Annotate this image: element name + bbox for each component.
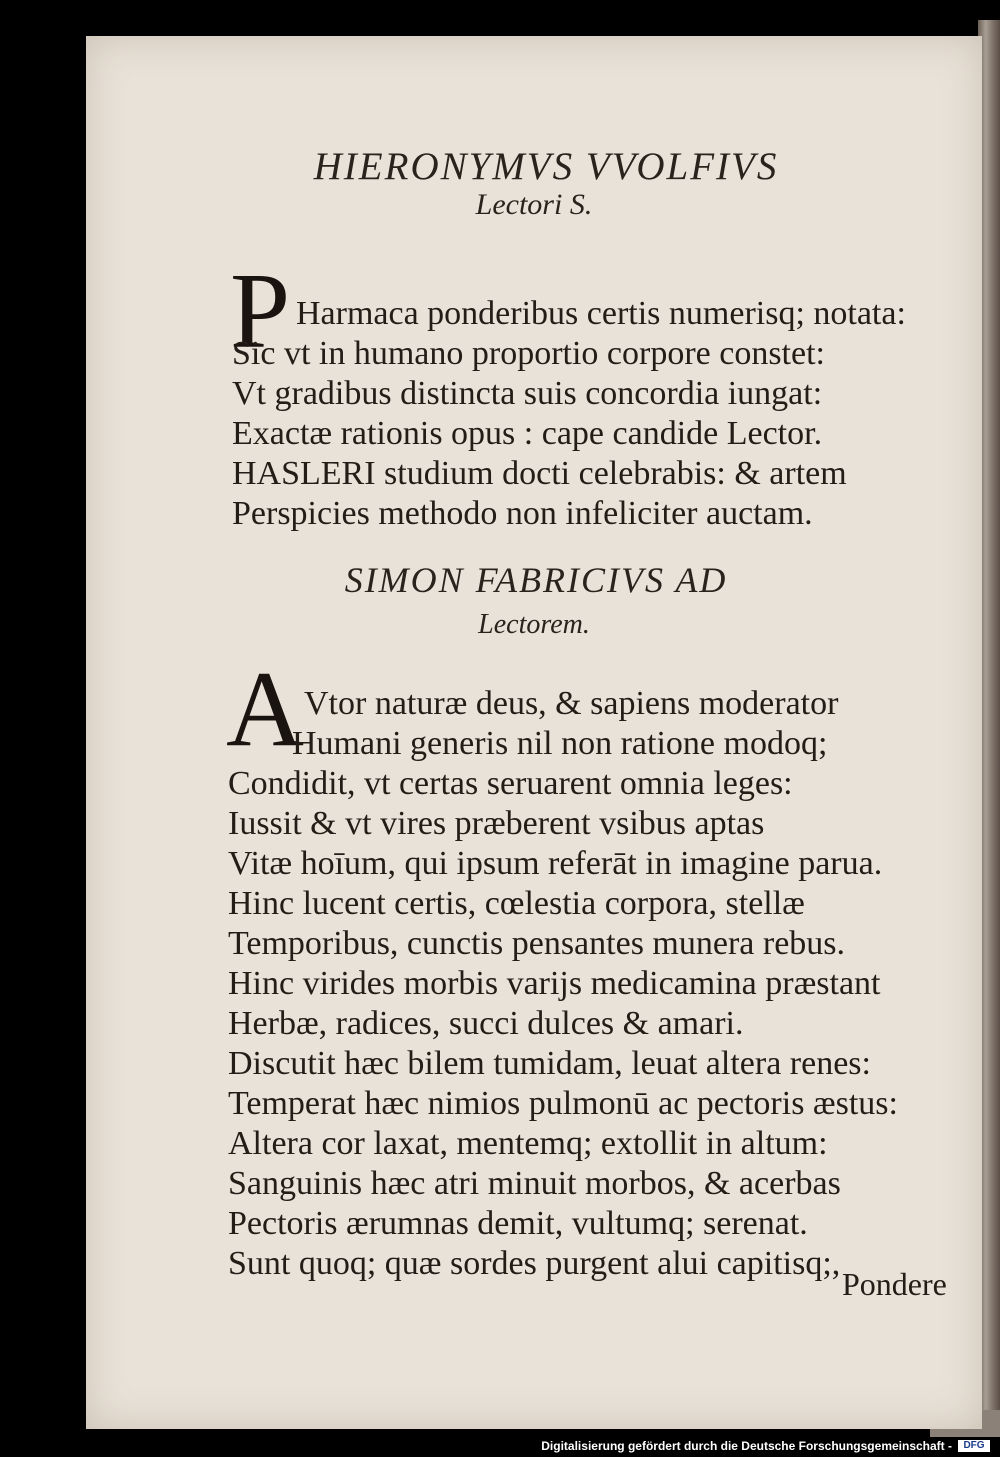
book-page: [86, 36, 982, 1429]
poem2-first-line: Vtor naturæ deus, & sapiens moderator: [304, 685, 839, 722]
poem-line: Hinc virides morbis varijs medicamina præstant: [228, 965, 881, 1002]
poem-line: Iussit & vt vires præberent vsibus aptas: [228, 805, 765, 842]
poem-line: Vt gradibus distincta suis concordia iungat:: [232, 375, 823, 412]
heading-subtitle-2: Lectorem.: [478, 609, 590, 640]
poem-line: Sic vt in humano proportio corpore constet:: [232, 335, 825, 372]
poem-line: Herbæ, radices, succi dulces & amari.: [228, 1005, 744, 1042]
catchword: Pondere: [842, 1266, 947, 1302]
heading-title-2: SIMON FABRICIVS AD: [344, 560, 728, 600]
poem-line: HASLERI studium docti celebrabis: & artem: [232, 455, 847, 492]
poem-line: Hinc lucent certis, cœlestia corpora, stellæ: [228, 885, 805, 922]
poem-line: Temperat hæc nimios pulmonū ac pectoris æstus:: [228, 1085, 898, 1122]
poem2-lines: [228, 764, 898, 1284]
poem2-second-line: Humani generis nil non ratione modoq;: [292, 725, 828, 762]
poem-line: Discutit hæc bilem tumidam, leuat altera renes:: [228, 1045, 871, 1082]
poem-line: Exactæ rationis opus : cape candide Lector.: [232, 415, 823, 452]
dropcap-p: P: [230, 252, 291, 371]
poem-line: Perspicies methodo non infeliciter auctam.: [232, 495, 813, 532]
poem-line: Sanguinis hæc atri minuit morbos, & acerbas: [228, 1165, 841, 1202]
poem-line: Condidit, vt certas seruarent omnia leges:: [228, 765, 793, 802]
heading-title-1: HIERONYMVS VVOLFIVS: [313, 145, 779, 188]
heading-subtitle-1: Lectori S.: [475, 188, 593, 221]
poem-line: Altera cor laxat, mentemq; extollit in altum:: [228, 1125, 828, 1162]
poem1-lines: [232, 334, 847, 534]
poem-line: Pectoris ærumnas demit, vultumq; serenat.: [228, 1205, 808, 1242]
poem-line: Temporibus, cunctis pensantes munera rebus.: [228, 925, 846, 962]
poem-line: Vitæ hoīum, qui ipsum referāt in imagine parua.: [228, 845, 883, 882]
poem-line: Sunt quoq; quæ sordes purgent alui capitisq;,: [228, 1245, 841, 1282]
dropcap-a: A: [226, 650, 304, 769]
dfg-logo-icon: DFG: [958, 1440, 990, 1452]
footer-credit: Digitalisierung gefördert durch die Deutsche Forschungsgemeinschaft -: [541, 1439, 952, 1453]
poem1-first-line: Harmaca ponderibus certis numerisq; notata:: [296, 295, 906, 332]
